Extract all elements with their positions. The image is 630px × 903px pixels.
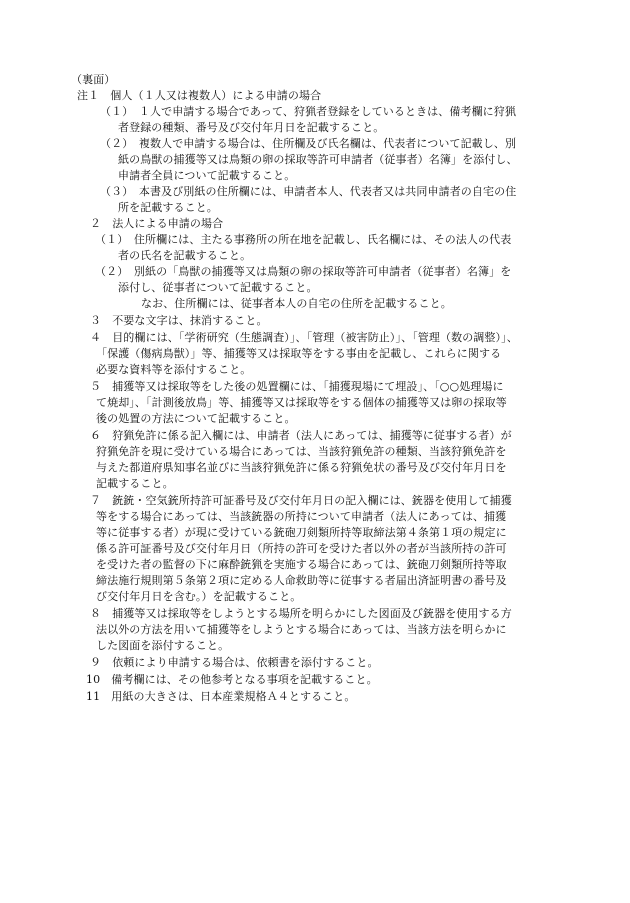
note-2-1-line-2: 者の氏名を記載すること。 [118,249,252,262]
note-2-1-line-1: （１） 住所欄には、主たる事務所の所在地を記載し、氏名欄には、その法人の代表 [95,233,512,246]
note-1-2-line-1: （２） 複数人で申請する場合は、住所欄及び氏名欄は、代表者について記載し、別 [100,137,517,150]
note-3: ３ 不要な文字は、抹消すること。 [90,314,268,327]
note-7-line-1: ７ 銃銃・空気銃所持許可証番号及び交付年月日の記入欄には、銃器を使用して捕獲 [90,494,512,507]
note-9: ９ 依頼により申請する場合は、依頼書を添付すること。 [90,656,379,669]
note-8-line-3: した図面を添付すること。 [96,639,230,652]
note-2-2-line-3: なお、住所欄には、従事者本人の自宅の住所を記載すること。 [141,297,452,310]
note-2-title: ２ 法人による申請の場合 [90,217,224,230]
note-7-line-7: び交付年月日を含む。）を記載すること。 [96,590,302,603]
note-7-line-6: 締法施行規則第５条第２項に定める人命救助等に従事する者届出済証明書の番号及 [96,574,507,587]
note-10: 10 備考欄には、その他参考となる事項を記載すること。 [86,673,378,686]
note-7-line-4: 係る許可証番号及び交付年月日（所持の許可を受けた者以外の者が当該所持の許可 [96,542,507,555]
note-6-line-2: 狩猟免許を現に受けている場合にあっては、当該狩猟免許の種類、当該狩猟免許を [96,445,507,458]
note-1-3-line-1: （３） 本書及び別紙の住所欄には、申請者本人、代表者又は共同申請者の自宅の住 [100,185,517,198]
note-4-line-2: 「保護（傷病鳥獣）」等、捕獲等又は採取等をする事由を記載し、これらに関する [96,347,502,360]
note-1-title: 注１ 個人（１人又は複数人）による申請の場合 [77,89,322,102]
note-5-line-1: ５ 捕獲等又は採取等をした後の処置欄には、「捕獲現場にて埋設」、「○○処理場に [90,380,504,393]
note-7-line-5: を受けた者の監督の下に麻酔銃猟を実施する場合にあっては、銃砲刀剣類所持等取 [96,558,507,571]
note-1-1-line-1: （１） １人で申請する場合であって、狩猟者登録をしているときは、備考欄に狩猟 [100,105,516,118]
page-heading: （裏面） [71,73,116,86]
note-5-line-3: 後の処置の方法について記載すること。 [96,412,296,425]
note-4-line-1: ４ 目的欄には、「学術研究（生態調査）」、「管理（被害防止）」、「管理（数の調整）」、 [90,331,518,344]
note-8-line-1: ８ 捕獲等又は採取等をしようとする場所を明らかにした図面及び銃器を使用する方 [90,607,512,620]
note-6-line-1: ６ 狩猟免許に係る記入欄には、申請者（法人にあっては、捕獲等に従事する者）が [90,429,512,442]
note-7-line-2: 等をする場合にあっては、当該銃器の所持について申請者（法人にあっては、捕獲 [96,510,507,523]
note-1-2-line-3: 申請者全員について記載すること。 [118,169,296,182]
note-7-line-3: 等に従事する者）が現に受けている銃砲刀剣類所持等取締法第４条第１項の規定に [96,526,507,539]
note-1-3-line-2: 所を記載すること。 [118,201,218,214]
note-2-2-line-1: （２） 別紙の「鳥獣の捕獲等又は鳥類の卵の採取等許可申請者（従事者）名簿」を [95,265,512,278]
note-11: 11 用紙の大きさは、日本産業規格Ａ４とすること。 [86,690,356,703]
note-6-line-3: 与えた都道府県知事名並びに当該狩猟免許に係る狩猟免状の番号及び交付年月日を [96,461,507,474]
note-4-line-3: 必要な資料等を添付すること。 [96,363,252,376]
note-1-1-line-2: 者登録の種類、番号及び交付年月日を記載すること。 [118,121,385,134]
note-6-line-4: 記載すること。 [96,477,174,490]
note-5-line-2: て焼却」、「計測後放鳥」等、捕獲等又は採取等をする個体の捕獲等又は卵の採取等 [96,396,507,409]
note-1-2-line-2: 紙の鳥獣の捕獲等又は鳥類の卵の採取等許可申請者（従事者）名簿」を添付し、 [118,153,518,166]
note-2-2-line-2: 添付し、従事者について記載すること。 [118,281,318,294]
note-8-line-2: 法以外の方法を用いて捕獲等をしようとする場合にあっては、当該方法を明らかに [96,623,507,636]
